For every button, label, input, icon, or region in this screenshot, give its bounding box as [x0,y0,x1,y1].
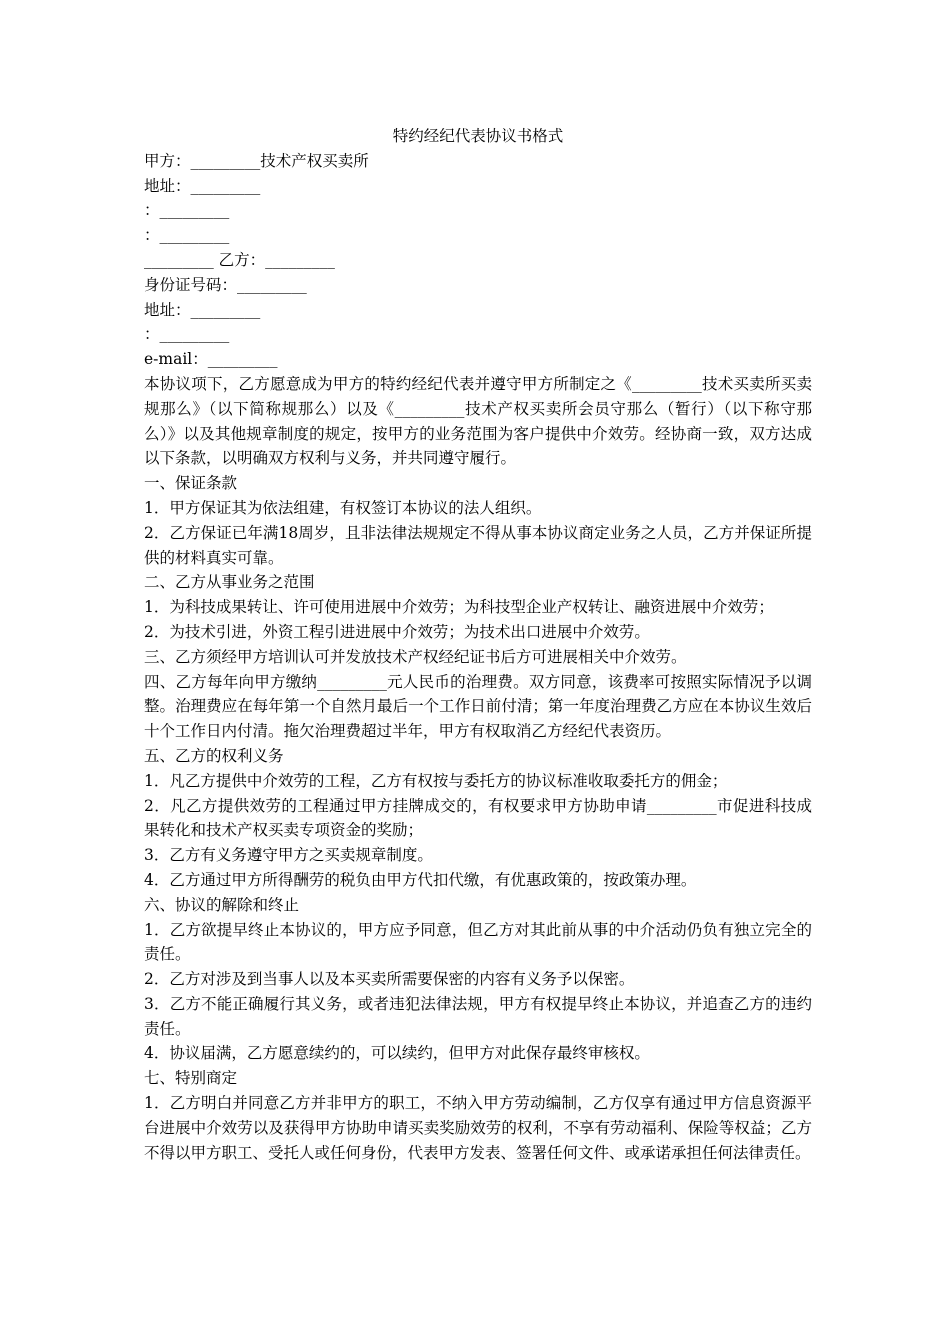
party-b-address-line: 地址：_________ [144,300,261,319]
party-b-id-line: 身份证号码：_________ [144,275,307,294]
clause-paragraph: 3．乙方有义务遵守甲方之买卖规章制度。 [144,846,433,865]
party-b-field-line: ：_________ [144,325,230,344]
clause-paragraph: 2．乙方保证已年满18周岁，且非法律法规规定不得从事本协议商定业务之人员，乙方并保证所提供的材料真实可靠。 [144,523,812,567]
document-body [144,149,812,1166]
section-heading: 七、特别商定 [144,1069,238,1088]
clause-paragraph: 1．乙方欲提早终止本协议的，甲方应予同意，但乙方对其此前从事的中介活动仍负有独立完全的责任。 [144,920,812,964]
party-a-address-line: 地址：_________ [144,176,261,195]
clause-paragraph: 2．凡乙方提供效劳的工程通过甲方挂牌成交的，有权要求甲方协助申请_________市促进科技成果转化和技术产权买卖专项资金的奖励； [144,796,812,840]
party-b-email-line: e-mail：_________ [144,350,278,369]
preamble-paragraph: 本协议项下，乙方愿意成为甲方的特约经纪代表并遵守甲方所制定之《_________技术买卖所买卖规那么》（以下简称规那么）以及《_________技术产权买卖所会员守那么（暂行）（以下称守那么）》以及其他规章制度的规定，按甲方的业务范围为客户提供中介效劳。经协商一致，双方达成以下条款，以明确双方权利与义务，并共同遵守履行。 [144,374,812,468]
section-heading: 六、协议的解除和终止 [144,895,300,914]
section-heading: 五、乙方的权利义务 [144,746,284,765]
clause-paragraph: 1．甲方保证其为依法组建，有权签订本协议的法人组织。 [144,498,542,517]
clause-paragraph: 2．乙方对涉及到当事人以及本买卖所需要保密的内容有义务予以保密。 [144,970,635,989]
section-heading: 三、乙方须经甲方培训认可并发放技术产权经纪证书后方可进展相关中介效劳。 [144,647,687,666]
clause-paragraph: 1．乙方明白并同意乙方并非甲方的职工，不纳入甲方劳动编制，乙方仅享有通过甲方信息资源平台进展中介效劳以及获得甲方协助申请买卖奖励效劳的权利，不享有劳动福利、保险等权益；乙方不得以甲方职工、受托人或任何身份，代表甲方发表、签署任何文件、或承诺承担任何法律责任。 [144,1094,812,1162]
party-a-field-line: ：_________ [144,201,230,220]
party-b-line: _________ 乙方：_________ [144,250,335,269]
clause-paragraph: 2．为技术引进，外资工程引进进展中介效劳；为技术出口进展中介效劳。 [144,622,650,641]
party-a-line: 甲方：_________技术产权买卖所 [144,151,369,170]
section-heading: 一、保证条款 [144,474,238,493]
document-page [144,124,812,1165]
section-paragraph: 四、乙方每年向甲方缴纳_________元人民币的治理费。双方同意，该费率可按照实际情况予以调整。治理费应在每年第一个自然月最后一个工作日前付清；第一年度治理费乙方应在本协议生效后十个工作日内付清。拖欠治理费超过半年，甲方有权取消乙方经纪代表资历。 [144,672,812,741]
clause-paragraph: 4．协议届满，乙方愿意续约的，可以续约，但甲方对此保存最终审核权。 [144,1044,650,1063]
clause-paragraph: 1．凡乙方提供中介效劳的工程，乙方有权按与委托方的协议标准收取委托方的佣金； [144,771,728,790]
clause-paragraph: 4．乙方通过甲方所得酬劳的税负由甲方代扣代缴，有优惠政策的，按政策办理。 [144,870,697,889]
clause-paragraph: 1．为科技成果转让、许可使用进展中介效劳；为科技型企业产权转让、融资进展中介效劳； [144,598,774,617]
clause-paragraph: 3．乙方不能正确履行其义务，或者违犯法律法规，甲方有权提早终止本协议，并追查乙方的违约责任。 [144,994,812,1038]
section-heading: 二、乙方从事业务之范围 [144,573,315,592]
party-a-field-line: ：_________ [144,226,230,245]
document-title: 特约经纪代表协议书格式 [392,127,564,145]
